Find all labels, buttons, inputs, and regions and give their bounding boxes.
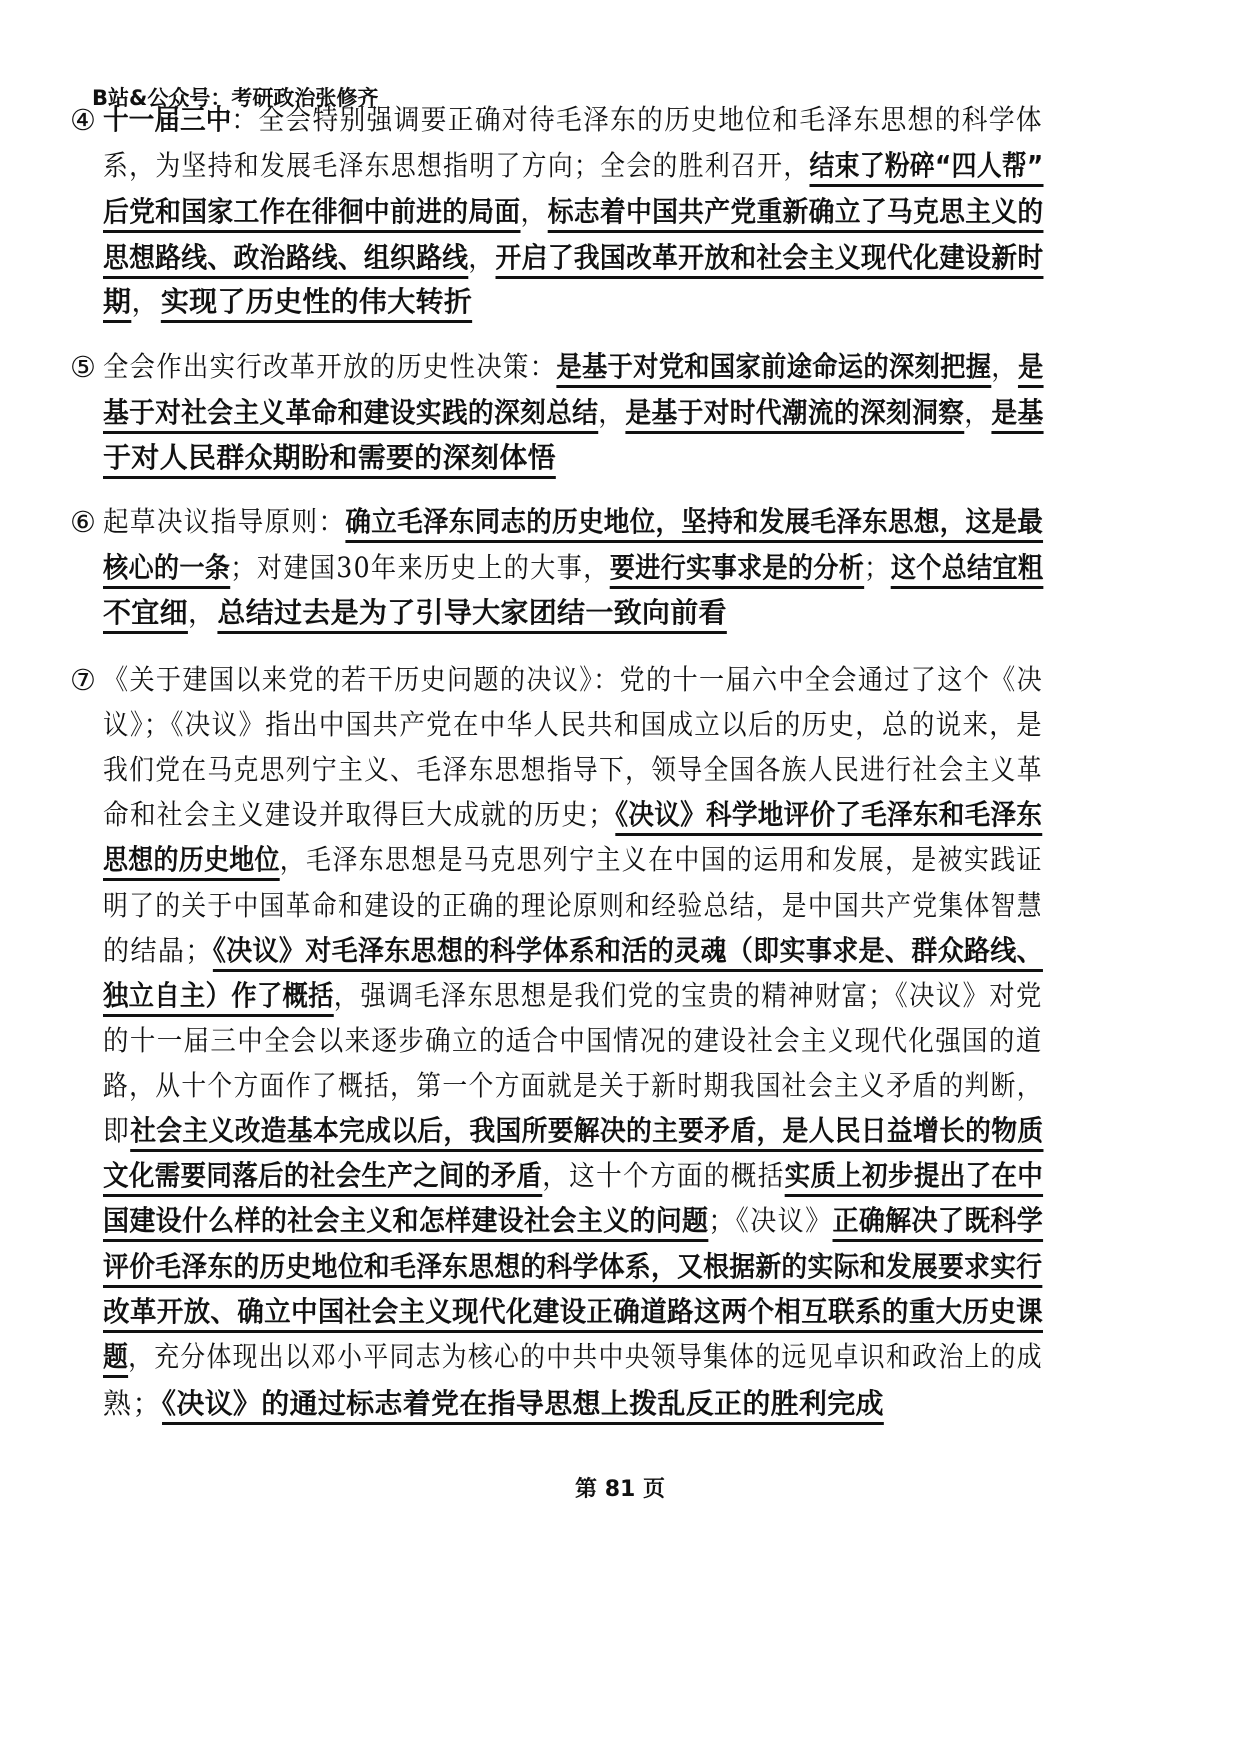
underlined-key-point: 总结过去是为了引导大家团结一致向前看 [217, 596, 727, 629]
body-text: 我们党在马克思列宁主义、毛泽东思想指导下，领导全国各族人民进行社会主义革 [103, 753, 1043, 786]
text-line [103, 795, 1043, 835]
text-line [103, 931, 1043, 971]
body-text: ，毛泽东思想是马克思列宁主义在中国的运用和发展，是被实践证 [279, 843, 1043, 876]
underlined-key-point: 是 [1017, 350, 1044, 383]
body-text: ， [598, 396, 626, 429]
text-line [103, 502, 1044, 542]
underlined-key-point: 确立毛泽东同志的历史地位，坚持和发展毛泽东思想，这是最 [345, 505, 1044, 538]
body-text: 议》；《决议》指出中国共产党在中华人民共和国成立以后的历史，总的说来，是 [103, 708, 1043, 741]
underlined-key-point: 于对人民群众期盼和需要的深刻体悟 [103, 441, 556, 474]
item-number-marker: ④ [70, 103, 96, 137]
body-text: ；《决议》 [708, 1204, 833, 1237]
text-line [103, 192, 1044, 232]
body-text: 系，为坚持和发展毛泽东思想指明了方向；全会的胜利召开， [103, 149, 810, 182]
underlined-key-point: 是基 [991, 396, 1044, 429]
body-text: ， [520, 195, 548, 228]
item-number-marker: ⑦ [70, 663, 96, 697]
text-line [103, 1021, 1043, 1061]
underlined-key-point: 思想路线、政治路线、组织路线 [103, 241, 469, 274]
underlined-key-point: 期 [103, 285, 132, 318]
body-text: 路，从十个方面作了概括，第一个方面就是关于新时期我国社会主义矛盾的判断， [103, 1069, 1043, 1102]
text-line [103, 146, 1044, 186]
text-line [103, 1337, 1043, 1377]
body-text: 熟； [103, 1387, 163, 1420]
body-text: 的十一届三中全会以来逐步确立的适合中国情况的建设社会主义现代化强国的道 [103, 1024, 1043, 1057]
text-line [103, 438, 1043, 478]
body-text: ；对建国30年来历史上的大事， [230, 551, 610, 584]
body-text: 全会作出实行改革开放的历史性决策： [103, 350, 557, 383]
text-line [103, 660, 1044, 700]
underlined-key-point: 这个总结宜粗 [890, 551, 1044, 584]
underlined-key-point: 评价毛泽东的历史地位和毛泽东思想的科学体系，又根据新的实际和发展要求实行 [103, 1250, 1043, 1283]
body-text: ，充分体现出以邓小平同志为核心的中共中央领导集体的远见卓识和政治上的成 [128, 1340, 1043, 1373]
text-line [103, 1201, 1044, 1241]
underlined-key-point: 社会主义改造基本完成以后，我国所要解决的主要矛盾，是人民日益增长的物质 [130, 1114, 1044, 1147]
body-text: 命和社会主义建设并取得巨大成就的历史； [103, 798, 616, 831]
underlined-key-point: 国建设什么样的社会主义和怎样建设社会主义的问题 [103, 1204, 709, 1237]
text-line [103, 976, 1043, 1016]
underlined-key-point: 实现了历史性的伟大转折 [160, 285, 473, 318]
text-line [103, 238, 1044, 278]
body-text: ， [468, 241, 496, 274]
underlined-key-point: 思想的历史地位 [103, 843, 280, 876]
underlined-key-point: 开启了我国改革开放和社会主义现代化建设新时 [495, 241, 1044, 274]
bold-heading: 十一届三中 [103, 103, 232, 136]
page-header: B站&公众号：考研政治张修齐 [92, 86, 379, 110]
underlined-key-point: 是基于对时代潮流的深刻洞察 [625, 396, 965, 429]
text-line [103, 548, 1044, 588]
body-text: ， [964, 396, 992, 429]
underlined-key-point: 题 [103, 1340, 129, 1373]
text-line [103, 840, 1043, 880]
text-line [103, 1156, 1044, 1196]
text-line [103, 347, 1044, 387]
underlined-key-point: 实质上初步提出了在中 [784, 1159, 1044, 1192]
text-line [103, 593, 1043, 633]
body-text: ， [131, 285, 161, 318]
text-line [103, 886, 1043, 926]
underlined-key-point: 改革开放、确立中国社会主义现代化建设正确道路这两个相互联系的重大历史课 [103, 1295, 1043, 1328]
text-line [103, 1384, 1043, 1424]
body-text: 的结晶； [103, 934, 213, 967]
text-line [103, 1111, 1044, 1151]
body-text: ， [991, 350, 1018, 383]
text-line [103, 1247, 1043, 1287]
underlined-key-point: 独立自主）作了概括 [103, 979, 334, 1012]
text-line [103, 100, 1043, 140]
body-text: ：全会特别强调要正确对待毛泽东的历史地位和毛泽东思想的科学体 [231, 103, 1043, 136]
underlined-key-point: 《决议》对毛泽东思想的科学体系和活的灵魂（即实事求是、群众路线、 [212, 934, 1043, 967]
item-number-marker: ⑥ [70, 505, 96, 539]
underlined-key-point: 文化需要同落后的社会生产之间的矛盾 [103, 1159, 543, 1192]
underlined-key-point: 基于对社会主义革命和建设实践的深刻总结 [103, 396, 599, 429]
text-line [103, 1066, 1043, 1106]
underlined-key-point: 《决议》的通过标志着党在指导思想上拨乱反正的胜利完成 [162, 1387, 884, 1420]
underlined-key-point: 《决议》科学地评价了毛泽东和毛泽东 [615, 798, 1043, 831]
text-line [103, 393, 1044, 433]
body-text: 起草决议指导原则： [103, 505, 346, 538]
underlined-key-point: 核心的一条 [103, 551, 231, 584]
body-text: ， [187, 596, 218, 629]
body-text: 明了的关于中国革命和建设的正确的理论原则和经验总结，是中国共产党集体智慧 [103, 889, 1043, 922]
underlined-key-point: 不宜细 [103, 596, 188, 629]
underlined-key-point: 结束了粉碎“四人帮” [809, 149, 1044, 182]
body-text: ，这十个方面的概括 [542, 1159, 785, 1192]
body-text: ，强调毛泽东思想是我们党的宝贵的精神财富；《决议》对党 [333, 979, 1043, 1012]
body-text: 即 [103, 1114, 131, 1147]
page-number: 第 81 页 [575, 1477, 665, 1502]
body-text: 《关于建国以来党的若干历史问题的决议》：党的十一届六中全会通过了这个《决 [103, 663, 1044, 696]
underlined-key-point: 正确解决了既科学 [832, 1204, 1044, 1237]
underlined-key-point: 后党和国家工作在徘徊中前进的局面 [103, 195, 521, 228]
text-line [103, 750, 1043, 790]
text-line [103, 1292, 1043, 1332]
underlined-key-point: 要进行实事求是的分析 [609, 551, 865, 584]
item-number-marker: ⑤ [70, 350, 96, 384]
text-line [103, 705, 1043, 745]
underlined-key-point: 是基于对党和国家前途命运的深刻把握 [556, 350, 992, 383]
underlined-key-point: 标志着中国共产党重新确立了马克思主义的 [547, 195, 1044, 228]
body-text: ； [864, 551, 891, 584]
text-line [103, 282, 1043, 322]
